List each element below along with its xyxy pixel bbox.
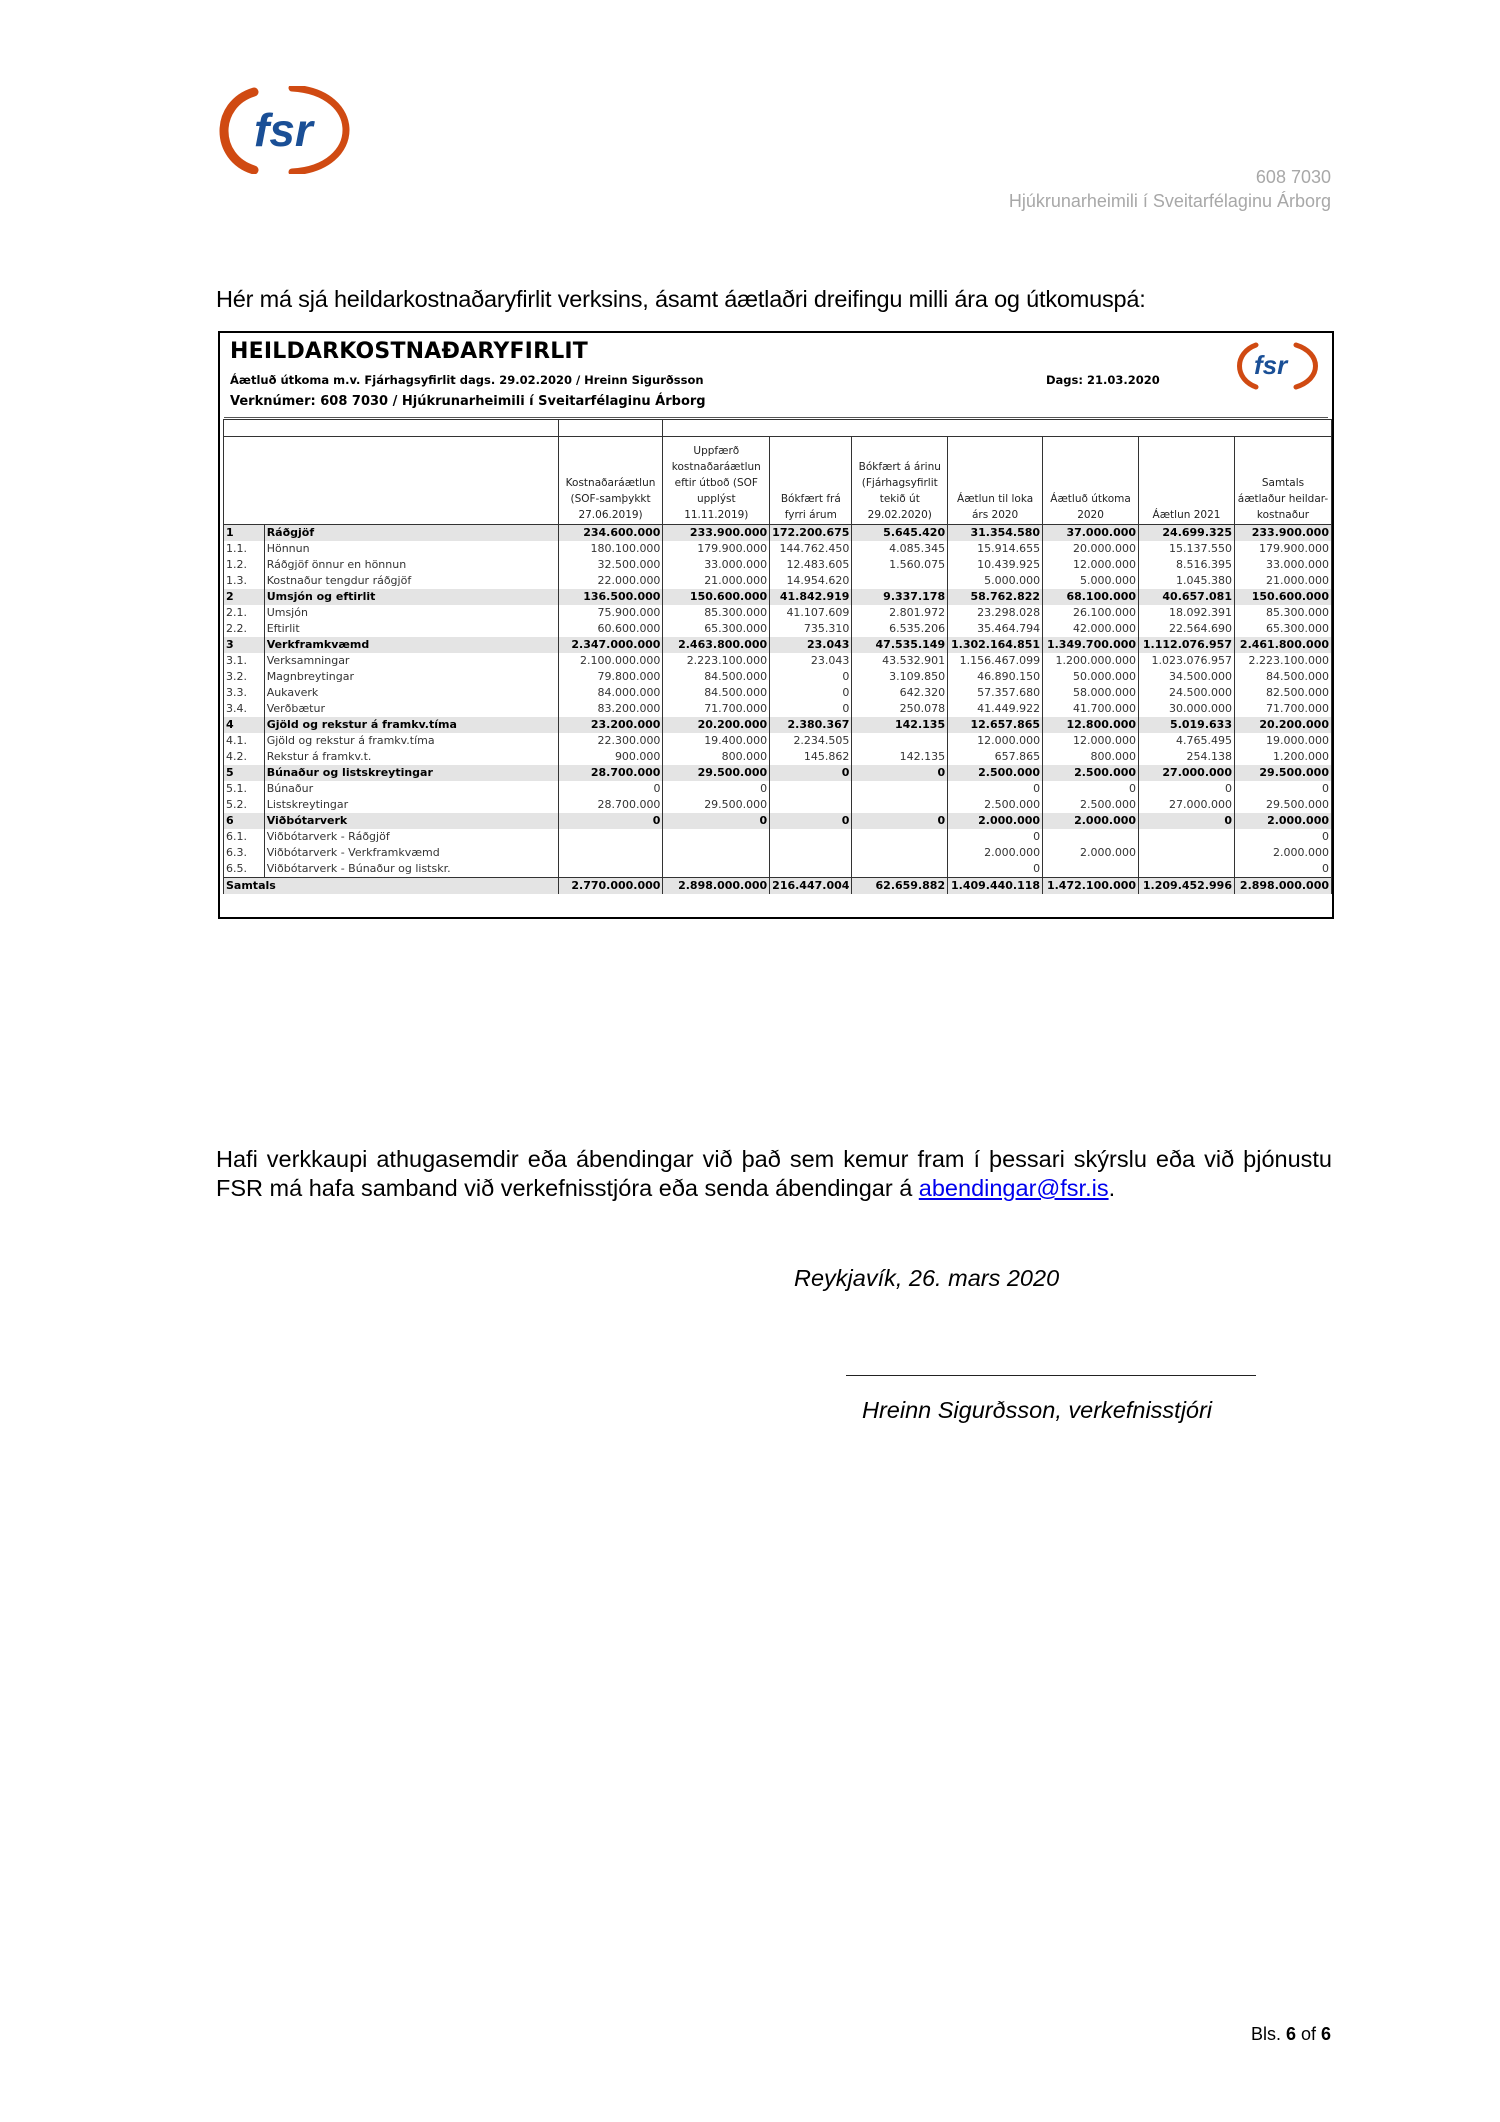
value-cell: [852, 733, 948, 749]
value-cell: 216.447.004: [770, 878, 852, 895]
value-cell: 75.900.000: [558, 605, 663, 621]
value-cell: 28.700.000: [558, 797, 663, 813]
row-code: 4.2.: [224, 749, 265, 765]
value-cell: 30.000.000: [1139, 701, 1235, 717]
value-cell: 0: [770, 765, 852, 781]
value-cell: 1.112.076.957: [1139, 637, 1235, 653]
column-header: Bókfært frá fyrri árum: [770, 437, 852, 525]
value-cell: 0: [770, 669, 852, 685]
row-label: Magnbreytingar: [264, 669, 558, 685]
row-label: Ráðgjöf önnur en hönnun: [264, 557, 558, 573]
value-cell: 2.500.000: [1043, 765, 1139, 781]
value-cell: 22.564.690: [1139, 621, 1235, 637]
row-code: 6.5.: [224, 861, 265, 878]
table-row: [224, 621, 1332, 637]
value-cell: 2.801.972: [852, 605, 948, 621]
value-cell: 37.000.000: [1043, 525, 1139, 542]
value-cell: 150.600.000: [663, 589, 770, 605]
value-cell: 28.700.000: [558, 765, 663, 781]
value-cell: 26.100.000: [1043, 605, 1139, 621]
value-cell: 2.500.000: [1043, 797, 1139, 813]
value-cell: 5.000.000: [1043, 573, 1139, 589]
value-cell: 15.137.550: [1139, 541, 1235, 557]
value-cell: 20.200.000: [1234, 717, 1331, 733]
value-cell: 1.200.000: [1234, 749, 1331, 765]
table-row: [224, 829, 1332, 845]
value-cell: 2.347.000.000: [558, 637, 663, 653]
value-cell: 0: [948, 781, 1043, 797]
value-cell: 3.109.850: [852, 669, 948, 685]
signature-line: [846, 1375, 1256, 1376]
column-header: Áætlun til loka árs 2020: [948, 437, 1043, 525]
row-label: Búnaður og listskreytingar: [264, 765, 558, 781]
value-cell: 0: [663, 781, 770, 797]
row-label: Búnaður: [264, 781, 558, 797]
table-row: [224, 541, 1332, 557]
value-cell: 0: [1234, 861, 1331, 878]
value-cell: 250.078: [852, 701, 948, 717]
value-cell: 65.300.000: [663, 621, 770, 637]
row-code: 5.2.: [224, 797, 265, 813]
row-code: 1.1.: [224, 541, 265, 557]
value-cell: 34.500.000: [1139, 669, 1235, 685]
value-cell: 65.300.000: [1234, 621, 1331, 637]
value-cell: 2.000.000: [948, 845, 1043, 861]
value-cell: 900.000: [558, 749, 663, 765]
table-row: [224, 669, 1332, 685]
value-cell: 2.500.000: [948, 765, 1043, 781]
row-label: Umsjón og eftirlit: [264, 589, 558, 605]
table-row: [224, 685, 1332, 701]
table-row: [224, 653, 1332, 669]
value-cell: 68.100.000: [1043, 589, 1139, 605]
value-cell: 19.000.000: [1234, 733, 1331, 749]
cost-table: [223, 419, 1332, 894]
value-cell: 0: [948, 829, 1043, 845]
row-label: Hönnun: [264, 541, 558, 557]
row-code: 2.1.: [224, 605, 265, 621]
value-cell: 84.500.000: [663, 685, 770, 701]
value-cell: 84.000.000: [558, 685, 663, 701]
value-cell: 12.000.000: [1043, 557, 1139, 573]
value-cell: 9.337.178: [852, 589, 948, 605]
value-cell: 84.500.000: [663, 669, 770, 685]
row-label: Gjöld og rekstur á framkv.tíma: [264, 717, 558, 733]
sheet-title: HEILDARKOSTNAÐARYFIRLIT: [230, 339, 589, 364]
value-cell: 12.657.865: [948, 717, 1043, 733]
value-cell: 2.100.000.000: [558, 653, 663, 669]
value-cell: 0: [1043, 781, 1139, 797]
current-page: 6: [1285, 2024, 1296, 2044]
value-cell: [770, 829, 852, 845]
value-cell: 57.357.680: [948, 685, 1043, 701]
value-cell: 32.500.000: [558, 557, 663, 573]
value-cell: 12.800.000: [1043, 717, 1139, 733]
value-cell: 0: [558, 781, 663, 797]
value-cell: [1043, 829, 1139, 845]
row-code: 6: [224, 813, 265, 829]
table-row: [224, 781, 1332, 797]
value-cell: [852, 861, 948, 878]
page-prefix: Bls.: [1250, 2024, 1286, 2044]
row-label: Listskreytingar: [264, 797, 558, 813]
value-cell: 179.900.000: [663, 541, 770, 557]
value-cell: 85.300.000: [663, 605, 770, 621]
intro-text: Hér má sjá heildarkostnaðaryfirlit verksins, ásamt áætlaðri dreifingu milli ára og útkomuspá:: [216, 286, 1146, 312]
value-cell: 35.464.794: [948, 621, 1043, 637]
row-code: 3.4.: [224, 701, 265, 717]
page-number: [1251, 2024, 1331, 2045]
table-row: [224, 845, 1332, 861]
row-code: 4.1.: [224, 733, 265, 749]
row-code: 1.2.: [224, 557, 265, 573]
column-header: Uppfærð kostnaðaráætlun eftir útboð (SOF upplýst 11.11.2019): [663, 437, 770, 525]
row-label: Verðbætur: [264, 701, 558, 717]
value-cell: 24.699.325: [1139, 525, 1235, 542]
value-cell: [558, 861, 663, 878]
table-row: [224, 861, 1332, 878]
value-cell: 0: [1139, 813, 1235, 829]
section-row: [224, 717, 1332, 733]
value-cell: 82.500.000: [1234, 685, 1331, 701]
value-cell: 179.900.000: [1234, 541, 1331, 557]
divider: [224, 417, 1328, 418]
section-row: [224, 525, 1332, 542]
value-cell: 62.659.882: [852, 878, 948, 895]
value-cell: 1.023.076.957: [1139, 653, 1235, 669]
value-cell: [1139, 829, 1235, 845]
value-cell: 142.135: [852, 717, 948, 733]
value-cell: 0: [770, 685, 852, 701]
fsr-logo: [214, 86, 364, 174]
value-cell: 50.000.000: [1043, 669, 1139, 685]
value-cell: 0: [663, 813, 770, 829]
table-row: [224, 733, 1332, 749]
value-cell: [663, 861, 770, 878]
row-code: 3.2.: [224, 669, 265, 685]
value-cell: 23.200.000: [558, 717, 663, 733]
sheet-project: Verknúmer: 608 7030 / Hjúkrunarheimili í Sveitarfélaginu Árborg: [230, 394, 706, 409]
value-cell: 85.300.000: [1234, 605, 1331, 621]
value-cell: 33.000.000: [1234, 557, 1331, 573]
table-row: [224, 605, 1332, 621]
value-cell: 19.400.000: [663, 733, 770, 749]
value-cell: 6.535.206: [852, 621, 948, 637]
row-code: 3.1.: [224, 653, 265, 669]
total-pages: 6: [1320, 2024, 1331, 2044]
value-cell: 29.500.000: [663, 765, 770, 781]
value-cell: 150.600.000: [1234, 589, 1331, 605]
row-code: 5: [224, 765, 265, 781]
value-cell: 27.000.000: [1139, 765, 1235, 781]
row-code: 3: [224, 637, 265, 653]
row-label: Viðbótarverk - Verkframkvæmd: [264, 845, 558, 861]
value-cell: 144.762.450: [770, 541, 852, 557]
value-cell: [558, 829, 663, 845]
value-cell: 1.045.380: [1139, 573, 1235, 589]
value-cell: 0: [852, 765, 948, 781]
value-cell: 254.138: [1139, 749, 1235, 765]
value-cell: 1.209.452.996: [1139, 878, 1235, 895]
row-code: 3.3.: [224, 685, 265, 701]
page-of: of: [1295, 2024, 1321, 2044]
closing-text: Hafi verkkaupi athugasemdir eða ábendingar við það sem kemur fram í þessari skýrslu eða við þjónustu FSR má hafa samband við verkefnisstjóra eða senda ábendingar á: [216, 1146, 1332, 1201]
value-cell: 12.000.000: [948, 733, 1043, 749]
value-cell: 234.600.000: [558, 525, 663, 542]
value-cell: 1.472.100.000: [1043, 878, 1139, 895]
column-header: Kostnaðaráætlun (SOF-samþykkt 27.06.2019): [558, 437, 663, 525]
value-cell: 22.000.000: [558, 573, 663, 589]
table-row: [224, 749, 1332, 765]
value-cell: [663, 845, 770, 861]
value-cell: 41.842.919: [770, 589, 852, 605]
value-cell: 136.500.000: [558, 589, 663, 605]
value-cell: [770, 781, 852, 797]
value-cell: 83.200.000: [558, 701, 663, 717]
value-cell: 14.954.620: [770, 573, 852, 589]
value-cell: 43.532.901: [852, 653, 948, 669]
value-cell: 1.409.440.118: [948, 878, 1043, 895]
value-cell: 84.500.000: [1234, 669, 1331, 685]
value-cell: 1.156.467.099: [948, 653, 1043, 669]
row-label: Viðbótarverk - Ráðgjöf: [264, 829, 558, 845]
value-cell: 233.900.000: [1234, 525, 1331, 542]
value-cell: 2.234.505: [770, 733, 852, 749]
sheet-subtitle: Áætluð útkoma m.v. Fjárhagsyfirlit dags. 29.02.2020 / Hreinn Sigurðsson: [230, 373, 704, 387]
row-label: Aukaverk: [264, 685, 558, 701]
value-cell: 4.085.345: [852, 541, 948, 557]
spacer-cell: [663, 420, 1332, 437]
row-code: 1: [224, 525, 265, 542]
value-cell: 41.700.000: [1043, 701, 1139, 717]
value-cell: 2.000.000: [948, 813, 1043, 829]
value-cell: 23.043: [770, 653, 852, 669]
sheet-date: Dags: 21.03.2020: [1046, 373, 1160, 387]
value-cell: [852, 797, 948, 813]
value-cell: 71.700.000: [1234, 701, 1331, 717]
value-cell: 23.043: [770, 637, 852, 653]
section-row: [224, 765, 1332, 781]
value-cell: 5.019.633: [1139, 717, 1235, 733]
column-header: Áætlun 2021: [1139, 437, 1235, 525]
row-label: Verkframkvæmd: [264, 637, 558, 653]
value-cell: 2.770.000.000: [558, 878, 663, 895]
value-cell: 4.765.495: [1139, 733, 1235, 749]
value-cell: 2.000.000: [1234, 845, 1331, 861]
value-cell: [1139, 845, 1235, 861]
row-label: Gjöld og rekstur á framkv.tíma: [264, 733, 558, 749]
value-cell: 71.700.000: [663, 701, 770, 717]
row-code: 6.3.: [224, 845, 265, 861]
value-cell: 0: [1234, 829, 1331, 845]
closing-paragraph: [216, 1145, 1332, 1203]
value-cell: 41.107.609: [770, 605, 852, 621]
value-cell: [1043, 861, 1139, 878]
value-cell: 2.000.000: [1234, 813, 1331, 829]
closing-end: .: [1108, 1175, 1116, 1201]
row-code: 5.1.: [224, 781, 265, 797]
total-row: [224, 878, 1332, 895]
value-cell: 22.300.000: [558, 733, 663, 749]
value-cell: 21.000.000: [663, 573, 770, 589]
value-cell: [770, 861, 852, 878]
row-label: Samtals: [224, 878, 559, 895]
value-cell: 145.862: [770, 749, 852, 765]
svg-text:fsr: fsr: [1254, 350, 1288, 380]
row-code: 2: [224, 589, 265, 605]
value-cell: 1.349.700.000: [1043, 637, 1139, 653]
value-cell: 1.560.075: [852, 557, 948, 573]
section-row: [224, 589, 1332, 605]
value-cell: 29.500.000: [663, 797, 770, 813]
fsr-logo-small: [1230, 339, 1324, 391]
value-cell: 79.800.000: [558, 669, 663, 685]
value-cell: 0: [852, 813, 948, 829]
value-cell: 657.865: [948, 749, 1043, 765]
feedback-email-link[interactable]: abendingar@fsr.is: [918, 1175, 1109, 1201]
value-cell: 5.645.420: [852, 525, 948, 542]
value-cell: 2.500.000: [948, 797, 1043, 813]
row-code: 4: [224, 717, 265, 733]
column-header: Bókfært á árinu (Fjárhagsyfirlit tekið út 29.02.2020): [852, 437, 948, 525]
row-label: Viðbótarverk: [264, 813, 558, 829]
value-cell: [558, 845, 663, 861]
value-cell: 172.200.675: [770, 525, 852, 542]
spacer-cell: [558, 420, 663, 437]
spacer-row: [224, 420, 1332, 437]
value-cell: 29.500.000: [1234, 797, 1331, 813]
value-cell: [770, 845, 852, 861]
table-row: [224, 797, 1332, 813]
value-cell: [663, 829, 770, 845]
value-cell: 800.000: [663, 749, 770, 765]
value-cell: 735.310: [770, 621, 852, 637]
value-cell: 180.100.000: [558, 541, 663, 557]
value-cell: 33.000.000: [663, 557, 770, 573]
column-header: Samtals áætlaður heildar-kostnaður: [1234, 437, 1331, 525]
value-cell: 2.223.100.000: [1234, 653, 1331, 669]
row-label: Verksamningar: [264, 653, 558, 669]
value-cell: 40.657.081: [1139, 589, 1235, 605]
value-cell: 29.500.000: [1234, 765, 1331, 781]
table-row: [224, 557, 1332, 573]
table-row: [224, 701, 1332, 717]
value-cell: 58.000.000: [1043, 685, 1139, 701]
row-label: Kostnaður tengdur ráðgjöf: [264, 573, 558, 589]
value-cell: 47.535.149: [852, 637, 948, 653]
value-cell: 27.000.000: [1139, 797, 1235, 813]
value-cell: 0: [558, 813, 663, 829]
value-cell: 58.762.822: [948, 589, 1043, 605]
cost-overview-sheet: [218, 331, 1334, 919]
row-label: Ráðgjöf: [264, 525, 558, 542]
value-cell: 2.898.000.000: [1234, 878, 1331, 895]
column-header: Áætluð útkoma 2020: [1043, 437, 1139, 525]
signer-name: Hreinn Sigurðsson, verkefnisstjóri: [862, 1397, 1213, 1423]
table-row: [224, 573, 1332, 589]
row-label: Eftirlit: [264, 621, 558, 637]
header-row: [224, 437, 1332, 525]
value-cell: 31.354.580: [948, 525, 1043, 542]
project-number: 608 7030: [1255, 167, 1331, 187]
value-cell: 2.461.800.000: [1234, 637, 1331, 653]
value-cell: 8.516.395: [1139, 557, 1235, 573]
row-label: Viðbótarverk - Búnaður og listskr.: [264, 861, 558, 878]
value-cell: 60.600.000: [558, 621, 663, 637]
project-name: Hjúkrunarheimili í Sveitarfélaginu Árborg: [1008, 191, 1331, 211]
value-cell: 0: [1234, 781, 1331, 797]
value-cell: 0: [770, 813, 852, 829]
value-cell: [770, 797, 852, 813]
value-cell: 0: [770, 701, 852, 717]
value-cell: 2.223.100.000: [663, 653, 770, 669]
value-cell: 41.449.922: [948, 701, 1043, 717]
value-cell: 0: [1139, 781, 1235, 797]
value-cell: 2.463.800.000: [663, 637, 770, 653]
value-cell: 1.302.164.851: [948, 637, 1043, 653]
svg-text:fsr: fsr: [254, 104, 313, 156]
value-cell: 2.000.000: [1043, 845, 1139, 861]
value-cell: [852, 845, 948, 861]
value-cell: 15.914.655: [948, 541, 1043, 557]
place-date: Reykjavík, 26. mars 2020: [794, 1265, 1060, 1291]
section-row: [224, 813, 1332, 829]
value-cell: 23.298.028: [948, 605, 1043, 621]
value-cell: 46.890.150: [948, 669, 1043, 685]
value-cell: [1139, 861, 1235, 878]
value-cell: 42.000.000: [1043, 621, 1139, 637]
row-code: 6.1.: [224, 829, 265, 845]
value-cell: [852, 573, 948, 589]
value-cell: 21.000.000: [1234, 573, 1331, 589]
document-header: [1009, 165, 1331, 213]
value-cell: 12.000.000: [1043, 733, 1139, 749]
value-cell: 5.000.000: [948, 573, 1043, 589]
section-row: [224, 637, 1332, 653]
value-cell: 233.900.000: [663, 525, 770, 542]
value-cell: 12.483.605: [770, 557, 852, 573]
value-cell: [852, 781, 948, 797]
value-cell: 2.000.000: [1043, 813, 1139, 829]
spacer-cell: [224, 420, 559, 437]
value-cell: 2.898.000.000: [663, 878, 770, 895]
value-cell: 0: [948, 861, 1043, 878]
header-cell-blank: [224, 437, 559, 525]
value-cell: 642.320: [852, 685, 948, 701]
value-cell: 10.439.925: [948, 557, 1043, 573]
row-code: 1.3.: [224, 573, 265, 589]
value-cell: 1.200.000.000: [1043, 653, 1139, 669]
value-cell: 24.500.000: [1139, 685, 1235, 701]
value-cell: 18.092.391: [1139, 605, 1235, 621]
value-cell: 20.200.000: [663, 717, 770, 733]
value-cell: 800.000: [1043, 749, 1139, 765]
value-cell: 20.000.000: [1043, 541, 1139, 557]
value-cell: 2.380.367: [770, 717, 852, 733]
row-label: Umsjón: [264, 605, 558, 621]
row-code: 2.2.: [224, 621, 265, 637]
value-cell: 142.135: [852, 749, 948, 765]
row-label: Rekstur á framkv.t.: [264, 749, 558, 765]
value-cell: [852, 829, 948, 845]
